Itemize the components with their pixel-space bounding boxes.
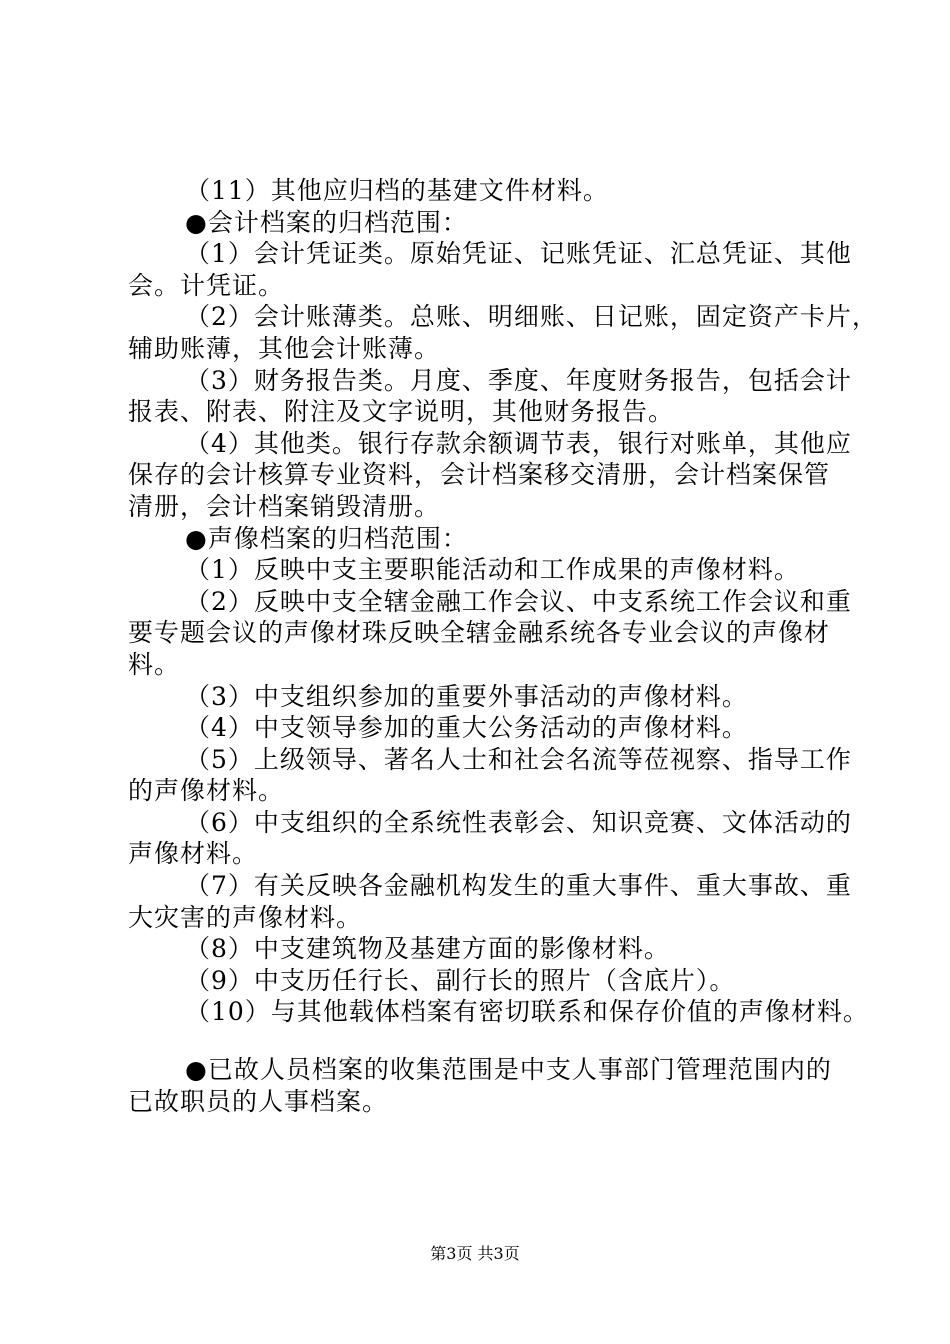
text-line: ●会计档案的归档范围： [185, 207, 468, 237]
text-line: （2）反映中支全辖金融工作会议、中支系统工作会议和重 [185, 586, 852, 616]
text-line: （1）反映中支主要职能活动和工作成果的声像材料。 [185, 555, 800, 585]
document-body [128, 175, 878, 1117]
text-line: 会。计凭证。 [128, 270, 285, 300]
text-line: ●已故人员档案的收集范围是中支人事部门管理范围内的 [185, 1055, 832, 1085]
text-line: 清册，会计档案销毁清册。 [128, 491, 441, 521]
text-line: （4）中支领导参加的重大公务活动的声像材料。 [185, 713, 748, 743]
text-line: （1）会计凭证类。原始凭证、记账凭证、汇总凭证、其他 [185, 239, 852, 269]
text-line: ●声像档案的归档范围： [185, 523, 468, 553]
text-line: 报表、附表、附注及文字说明，其他财务报告。 [128, 397, 675, 427]
text-line: 要专题会议的声像材珠反映全辖金融系统各专业会议的声像材 [128, 618, 831, 648]
text-line: 声像材料。 [128, 839, 259, 869]
text-line: （6）中支组织的全系统性表彰会、知识竞赛、文体活动的 [185, 807, 852, 837]
text-line: 的声像材料。 [128, 776, 285, 806]
text-line: （7）有关反映各金融机构发生的重大事件、重大事故、重 [185, 871, 852, 901]
text-line: 已故职员的人事档案。 [128, 1086, 389, 1116]
text-line: （3）中支组织参加的重要外事活动的声像材料。 [185, 681, 748, 711]
paragraph-gap [128, 1028, 832, 1054]
text-line: （5）上级领导、著名人士和社会名流等莅视察、指导工作 [185, 744, 852, 774]
text-line: （8）中支建筑物及基建方面的影像材料。 [185, 934, 670, 964]
text-line: 保存的会计核算专业资料，会计档案移交清册，会计档案保管 [128, 460, 831, 490]
text-line: （10）与其他载体档案有密切联系和保存价值的声像材料。 [185, 997, 869, 1027]
text-line: 辅助账薄，其他会计账薄。 [128, 333, 441, 363]
text-line: （3）财务报告类。月度、季度、年度财务报告，包括会计 [185, 365, 852, 395]
text-line: （9）中支历任行长、副行长的照片（含底片）。 [185, 965, 736, 995]
text-line: 大灾害的声像材料。 [128, 902, 363, 932]
text-line: （4）其他类。银行存款余额调节表，银行对账单，其他应 [185, 428, 852, 458]
text-line: （2）会计账薄类。总账、明细账、日记账，固定资产卡片， [185, 302, 878, 332]
text-line: 料。 [128, 649, 181, 679]
page-footer: 第3页 共3页 [430, 1244, 520, 1263]
text-line: （11）其他应归档的基建文件材料。 [185, 176, 609, 205]
